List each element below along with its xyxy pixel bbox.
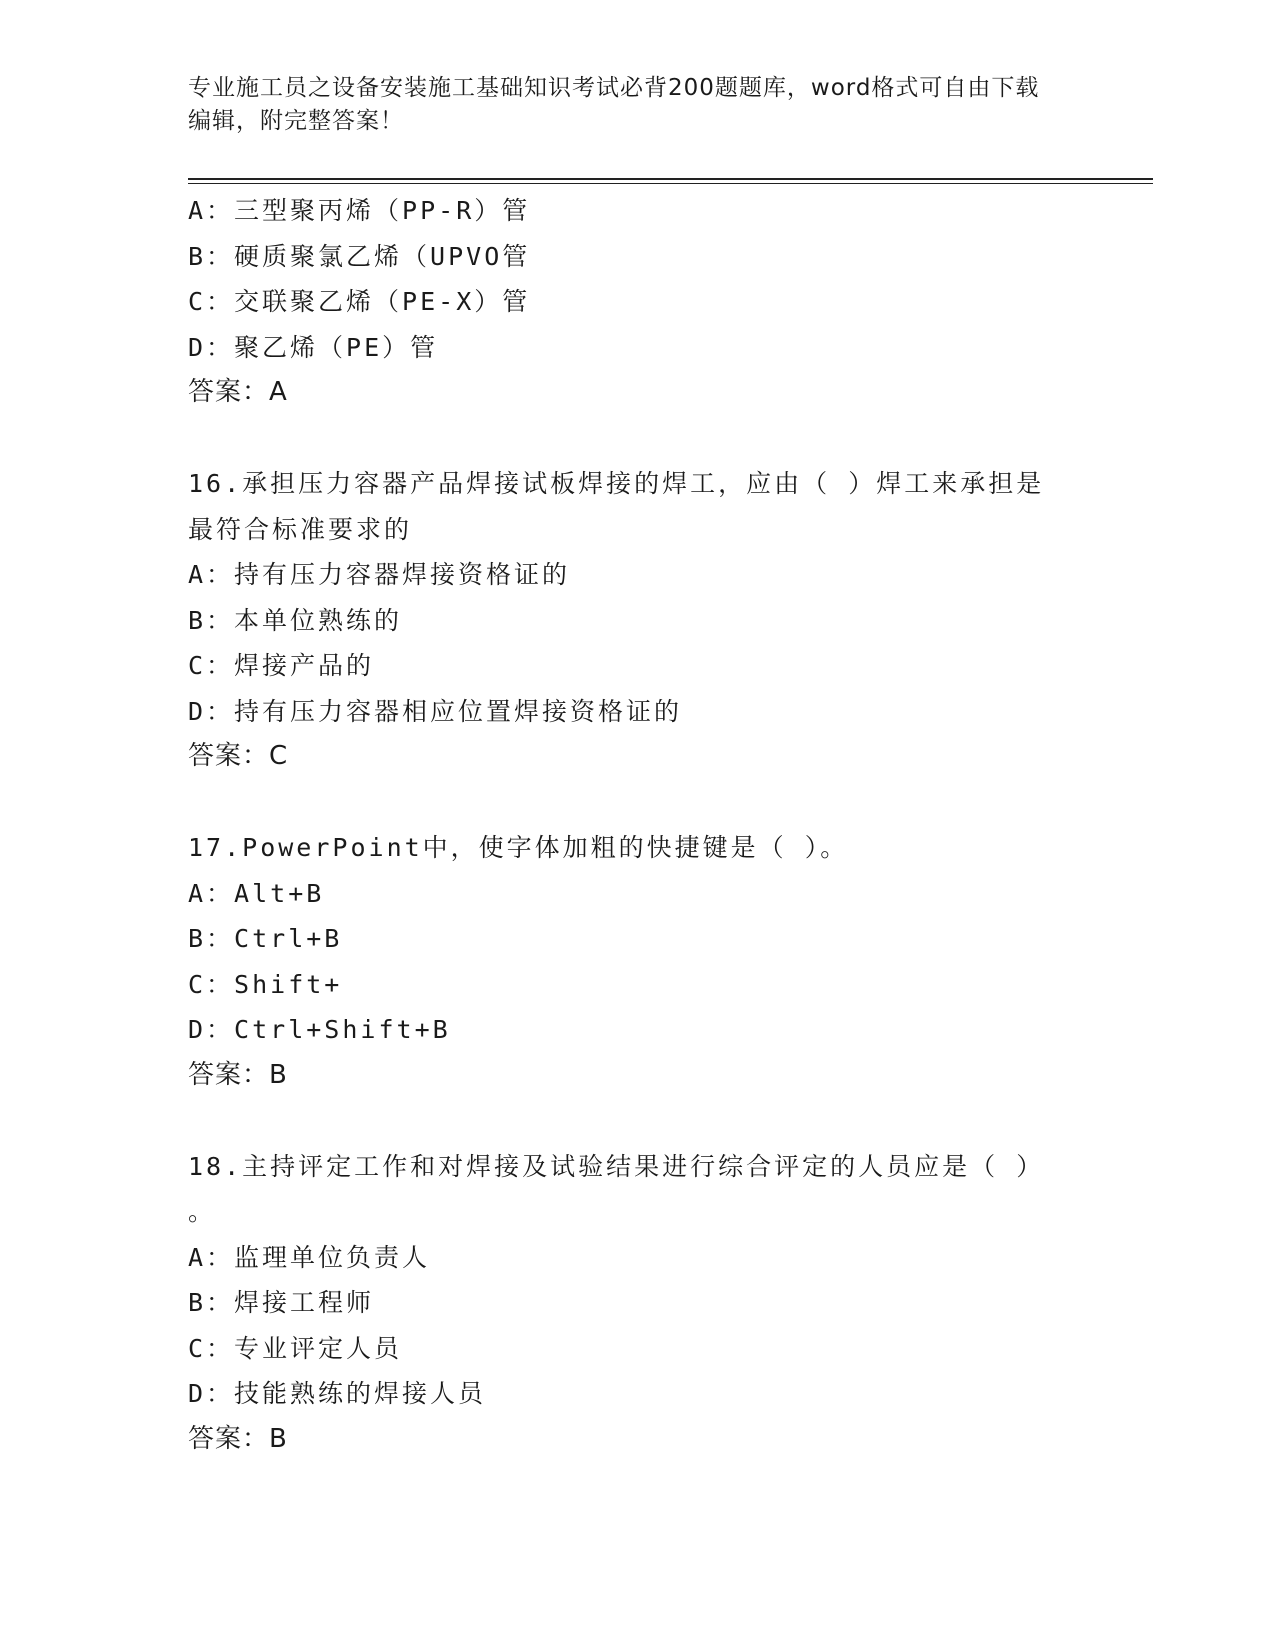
option-a: A：监理单位负责人 bbox=[188, 1242, 431, 1272]
question-stem: 。 bbox=[188, 1197, 217, 1226]
option-c: C：Shift+ bbox=[188, 969, 343, 999]
header-title-line2: 编辑，附完整答案！ bbox=[188, 108, 404, 134]
spacer bbox=[188, 780, 1088, 826]
question-block bbox=[188, 461, 1088, 780]
option-c: C：交联聚乙烯（PE-X）管 bbox=[188, 287, 531, 316]
question-list bbox=[188, 188, 1088, 1462]
header-title-line1: 专业施工员之设备安装施工基础知识考试必背200题题库，word格式可自由下载 bbox=[188, 75, 1040, 101]
question-block bbox=[188, 825, 1088, 1098]
question-stem: 17.PowerPoint中，使字体加粗的快捷键是（ ）。 bbox=[188, 833, 849, 862]
option-b: B：焊接工程师 bbox=[188, 1288, 375, 1317]
question-block bbox=[188, 188, 1088, 416]
option-d: D：技能熟练的焊接人员 bbox=[188, 1379, 487, 1408]
question-stem: 16.承担压力容器产品焊接试板焊接的焊工，应由（ ）焊工来承担是 bbox=[188, 469, 1045, 498]
option-d: D：Ctrl+Shift+B bbox=[188, 1015, 451, 1044]
question-stem: 18.主持评定工作和对焊接及试验结果进行综合评定的人员应是（ ） bbox=[188, 1151, 1045, 1181]
spacer bbox=[188, 416, 1088, 462]
header-divider-thin bbox=[188, 183, 1153, 184]
option-a: A：三型聚丙烯（PP-R）管 bbox=[188, 196, 531, 225]
document-header bbox=[188, 72, 1068, 138]
question-block bbox=[188, 1144, 1088, 1463]
answer-line: 答案：A bbox=[188, 377, 288, 407]
answer-line: 答案：B bbox=[188, 1423, 288, 1454]
question-stem: 最符合标准要求的 bbox=[188, 514, 413, 544]
spacer bbox=[188, 1098, 1088, 1144]
header-divider-thick bbox=[188, 178, 1153, 180]
option-c: C：焊接产品的 bbox=[188, 651, 375, 680]
option-b: B：硬质聚氯乙烯（UPVO管 bbox=[188, 241, 531, 271]
option-d: D：持有压力容器相应位置焊接资格证的 bbox=[188, 696, 683, 726]
answer-line: 答案：B bbox=[188, 1059, 288, 1090]
option-a: A：Alt+B bbox=[188, 878, 325, 908]
option-b: B：本单位熟练的 bbox=[188, 605, 403, 635]
answer-line: 答案：C bbox=[188, 741, 289, 771]
option-d: D：聚乙烯（PE）管 bbox=[188, 332, 439, 362]
option-b: B：Ctrl+B bbox=[188, 924, 343, 953]
option-a: A：持有压力容器焊接资格证的 bbox=[188, 560, 571, 589]
option-c: C：专业评定人员 bbox=[188, 1333, 403, 1363]
